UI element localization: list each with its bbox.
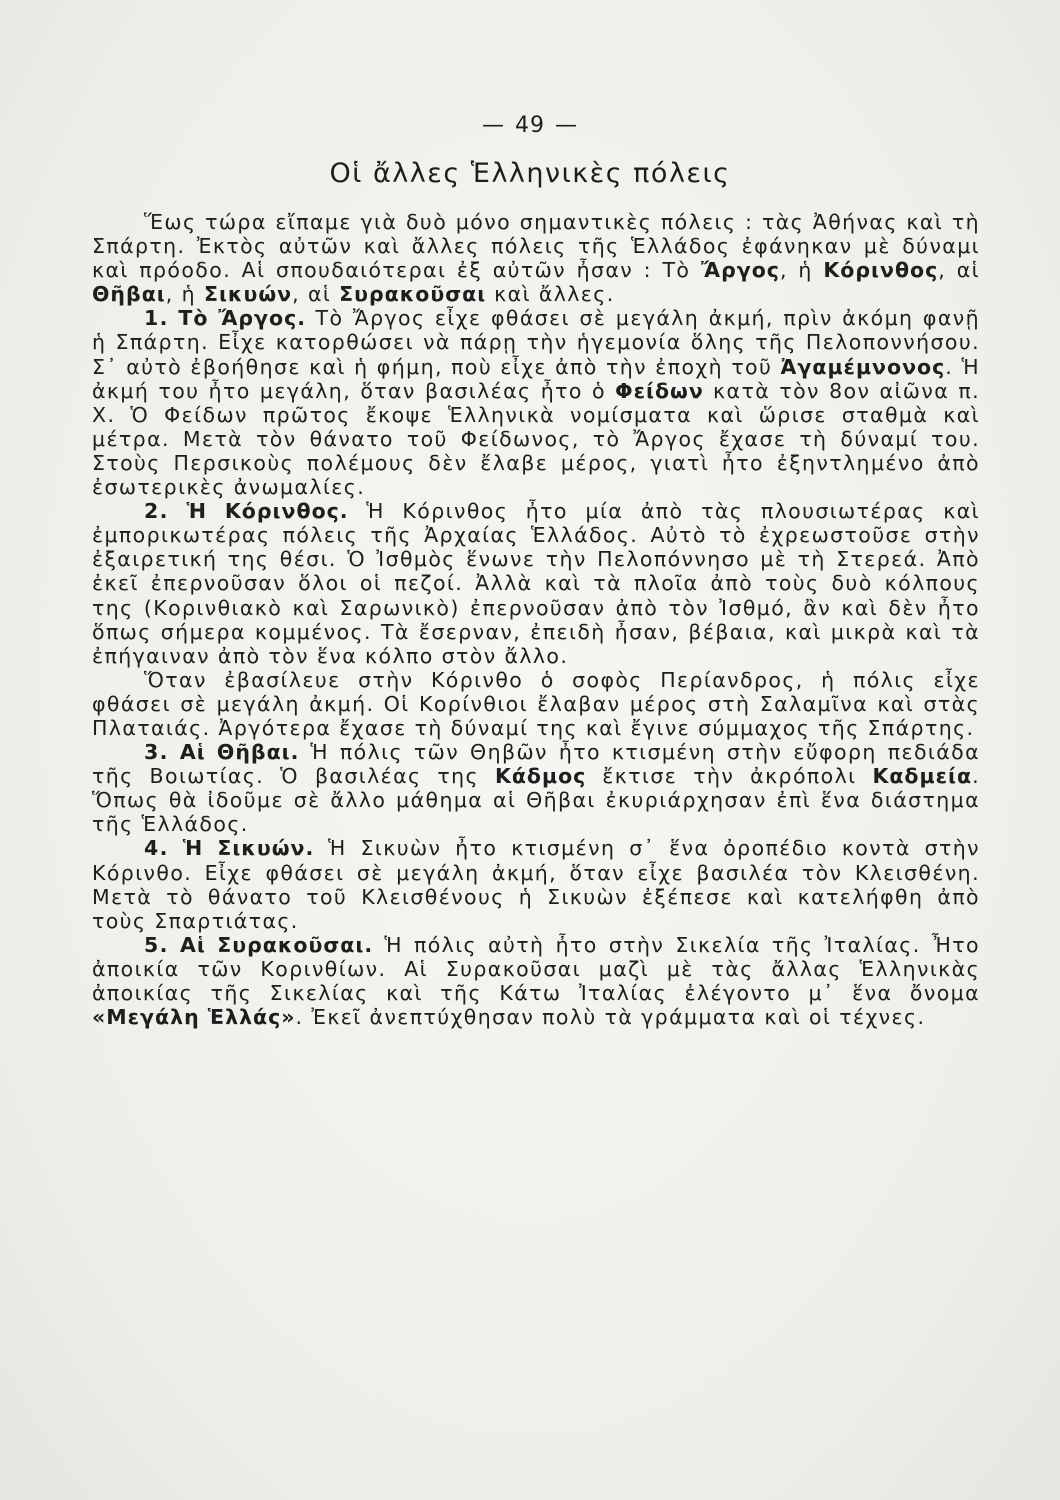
section-argos [92, 306, 980, 499]
syracuse-text-1: Ἡ πόλις αὐτὴ ἦτο στὴν Σικελία τῆς Ἰταλίας. Ἦτο ἀποικία τῶν Κορινθίων. Αἱ Συρακοῦσαι μαζὶ μὲ τὰς ἄλλας Ἑλληνικὰς ἀποικίας τῆς Σικελίας καὶ τῆς Κάτω Ἰταλίας ἐλέγοντο μ᾿ ἕνα ὄνομα [92, 932, 980, 1005]
intro-bold-sikyon: Σικυών [203, 282, 293, 307]
korinthos-text-1: Ἡ Κόρινθος ἦτο μία ἀπὸ τὰς πλουσιωτέρας καὶ ἐμπορικωτέρας πόλεις τῆς Ἀρχαίας Ἑλλάδος. Αὐτὸ τὸ ἐχρεωστοῦσε στὴν ἐξαιρετική της θέσι. Ὁ Ἰσθμὸς ἕνωνε τὴν Πελοπόννησο μὲ τὴ Στερεά. Ἀπὸ ἐκεῖ ἐπερνοῦσαν ὅλοι οἱ πεζοί. Ἀλλὰ καὶ τὰ πλοῖα ἀπὸ τοὺς δυὸ κόλπους της (Κορινθιακὸ καὶ Σαρωνικὸ) ἐπερνοῦσαν ἀπὸ τὸν Ἰσθμό, ἂν καὶ δὲν ἦτο ὅπως σήμερα κομμένος. Τὰ ἔσερναν, ἐπειδὴ ἦσαν, βέβαια, καὶ μικρὰ καὶ τὰ ἐπήγαιναν ἀπὸ τὸν ἕνα κόλπο στὸν ἄλλο. [92, 499, 980, 668]
section-sikyon [92, 836, 980, 932]
intro-text-5: , αἱ [292, 282, 340, 307]
dash-right: — [555, 113, 578, 138]
argos-text-3: κατὰ τὸν 8ον αἰῶνα π. Χ. Ὁ Φείδων πρῶτος ἔκοψε Ἑλληνικὰ νομίσματα καὶ ὥρισε σταθμὰ καὶ μέτρα. Μετὰ τὸν θάνατο τοῦ Φείδωνος, τὸ Ἄργος ἔχασε τὴ δύναμί του. Στοὺς Περσικοὺς πολέμους δὲν ἔλαβε μέρος, γιατὶ ἦτο ἐξηντλημένο ἀπὸ ἐσωτερικὲς ἀνωμαλίες. [92, 378, 980, 500]
sikyon-text-1: Ἡ Σικυὼν ἦτο κτισμένη σ᾿ ἕνα ὀροπέδιο κοντὰ στὴν Κόρινθο. Εἶχε φθάσει σὲ μεγάλη ἀκμή, ὅταν εἶχε βασιλέα τὸν Κλεισθένη. Μετὰ τὸ θάνατο τοῦ Κλεισθένους ἡ Σικυὼν ἐξέπεσε καὶ κατελήφθη ἀπὸ τοὺς Σπαρτιάτας. [92, 836, 980, 933]
intro-text-1: Ἕως τώρα εἴπαμε γιὰ δυὸ μόνο σημαντικὲς πόλεις : τὰς Ἀθήνας καὶ τὴ Σπάρτη. Ἐκτὸς αὐτῶν καὶ ἄλλες πόλεις τῆς Ἑλλάδος ἐφάνηκαν μὲ δύναμι καὶ πρόοδο. Αἱ σπουδαιότεραι ἐξ αὐτῶν ἦσαν : Τὸ [92, 210, 980, 283]
intro-bold-syracuse: Συρακοῦσαι [339, 282, 487, 307]
section-heading: Ἡ Σικυών. [182, 836, 315, 861]
thebes-text-1: Ἡ πόλις τῶν Θηβῶν ἦτο κτισμένη στὴν εὔφορη πεδιάδα τῆς Βοιωτίας. Ὁ βασιλέας της [92, 740, 980, 789]
page-number [0, 113, 1060, 138]
section-heading: Αἱ Συρακοῦσαι. [180, 932, 374, 957]
argos-bold-pheidon: Φείδων [615, 378, 704, 403]
intro-text-2: , ἡ [779, 258, 824, 283]
intro-text-4: , ἡ [165, 282, 204, 307]
section-thebes [92, 740, 980, 836]
section-syracuse [92, 933, 980, 1029]
intro-bold-thebes: Θῆβαι [92, 282, 166, 307]
thebes-text-2: ἔκτισε τὴν ἀκρόπολι [586, 764, 873, 789]
intro-bold-korinthos: Κόρινθος [823, 258, 939, 283]
intro-text-6: καὶ ἄλλες. [486, 282, 615, 307]
section-number: 2. [144, 499, 169, 524]
syracuse-text-2: . Ἐκεῖ ἀνεπτύχθησαν πολὺ τὰ γράμματα καὶ οἱ τέχνες. [295, 1005, 926, 1030]
korinthos-paragraph-2: Ὅταν ἐβασίλευε στὴν Κόρινθο ὁ σοφὸς Περίανδρος, ἡ πόλις εἶχε φθάσει σὲ μεγάλη ἀκμή. Οἱ Κορίνθιοι ἔλαβαν μέρος στὴ Σαλαμῖνα καὶ στὰς Πλαταιάς. Ἀργότερα ἔχασε τὴ δύναμί της καὶ ἔγινε σύμμαχος τῆς Σπάρτης. [92, 667, 980, 740]
intro-paragraph [92, 210, 980, 306]
section-number: 3. [144, 740, 169, 765]
dash-left: — [482, 113, 505, 138]
section-number: 1. [144, 306, 169, 331]
thebes-text-3: . Ὅπως θὰ ἰδοῦμε σὲ ἄλλο μάθημα αἱ Θῆβαι ἐκυριάρχησαν ἐπὶ ἕνα διάστημα τῆς Ἑλλάδος. [92, 764, 980, 837]
section-heading: Αἱ Θῆβαι. [179, 740, 300, 765]
argos-text-2: . Ἡ ἀκμή του ἦτο μεγάλη, ὅταν βασιλέας ἦτο ὁ [92, 354, 980, 403]
section-number: 5. [144, 932, 169, 957]
section-korinthos [92, 499, 980, 668]
chapter-title: Οἱ ἄλλες Ἑλληνικὲς πόλεις [329, 158, 731, 189]
body-text [92, 210, 980, 1029]
syracuse-bold-megali-ellas: «Μεγάλη Ἑλλάς» [92, 1005, 296, 1030]
thebes-bold-kadmos: Κάδμος [494, 764, 587, 789]
argos-bold-agamemnon: Ἀγαμέμνονος [780, 354, 946, 379]
thebes-bold-kadmeia: Καδμεία [872, 764, 973, 789]
section-number: 4. [144, 836, 169, 861]
argos-text-1: Τὸ Ἄργος εἶχε φθάσει σὲ μεγάλη ἀκμή, πρὶν ἀκόμη φανῇ ἡ Σπάρτη. Εἶχε κατορθώσει νὰ πάρῃ τὴν ἡγεμονία ὅλης τῆς Πελοποννήσου. Σ᾿ αὐτὸ ἐβοήθησε καὶ ἡ φήμη, ποὺ εἶχε ἀπὸ τὴν ἐποχὴ τοῦ [92, 306, 980, 379]
section-heading: Ἡ Κόρινθος. [186, 499, 349, 524]
section-heading: Τὸ Ἄργος. [178, 306, 307, 331]
intro-text-3: , αἱ [938, 258, 980, 283]
page-number-value: 49 [515, 113, 545, 138]
intro-bold-argos: Ἄργος [700, 258, 780, 283]
